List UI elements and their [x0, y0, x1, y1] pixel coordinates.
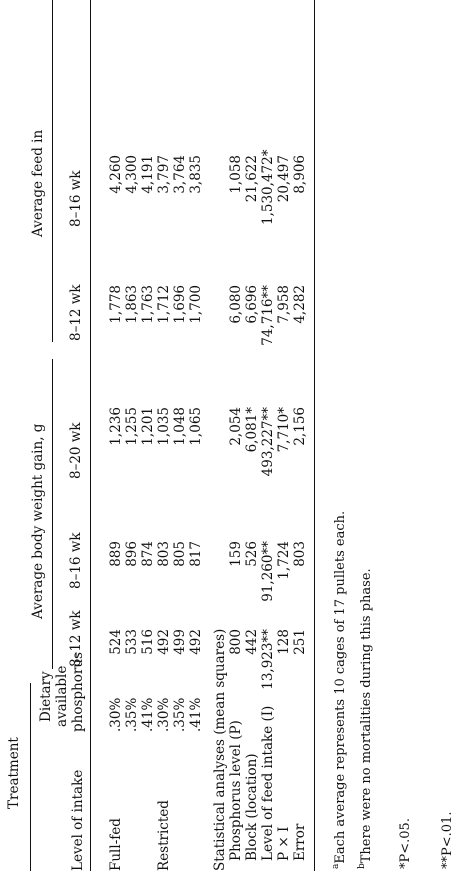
weight-8-20-cell: 2,156: [292, 407, 308, 446]
feed-intake-rule: [52, 0, 53, 342]
weight-8-12-cell: 251: [292, 629, 308, 655]
weight-8-12-cell: 442: [244, 629, 260, 655]
weight-8-12-cell: 492: [156, 629, 172, 655]
weight-8-16-cell: 896: [124, 541, 140, 567]
intake-cell: Restricted: [156, 800, 172, 871]
dietary-header-line3: phosphorus: [70, 652, 86, 732]
feed-8-12-cell: 4,282: [292, 285, 308, 324]
feed-8-12-cell: 74,716**: [260, 285, 276, 346]
feed-8-16-cell: 1,530,472*: [260, 149, 276, 225]
feed-8-16-cell: 3,764: [172, 155, 188, 194]
footnote-b-text: There were no mortalities during this phase.: [359, 568, 374, 864]
feed-8-16-cell: 4,260: [108, 155, 124, 194]
weight-8-12-cell: 499: [172, 629, 188, 655]
feed-8-12-cell: 6,696: [244, 285, 260, 324]
weight-8-12-cell: 524: [108, 629, 124, 655]
stats-heading: Statistical analyses (mean squares): [212, 628, 228, 871]
stats-label: Error: [292, 823, 308, 861]
weight-8-20-cell: 493,227**: [260, 407, 276, 477]
feed-8-16-cell: 4,300: [124, 155, 140, 194]
dietary-header-line2: available: [54, 665, 70, 727]
dietary-header-line1: Dietary: [38, 671, 54, 722]
header-bottom-rule: [90, 0, 91, 871]
weight-8-16-cell: 91,260**: [260, 541, 276, 602]
weight-8-16-cell: 803: [156, 541, 172, 567]
col-feed-8-16: 8–16 wk: [68, 170, 84, 227]
level-of-intake-header: Level of intake: [70, 769, 86, 871]
col-weight-8-16: 8–16 wk: [68, 532, 84, 589]
footnote-a-text: Each average represents 10 cages of 17 pullets each.: [333, 510, 348, 864]
footnote-a-mark: a: [331, 863, 341, 869]
footnote-p01: **P<.01.: [440, 811, 455, 869]
phosphorus-cell: .35%: [124, 697, 140, 732]
feed-8-16-cell: 1,058: [228, 155, 244, 194]
weight-8-20-cell: 1,048: [172, 407, 188, 446]
stats-label: Block (location): [244, 753, 260, 861]
feed-8-16-cell: 3,797: [156, 155, 172, 194]
treatment-header: Treatment: [6, 737, 22, 809]
feed-8-12-cell: 1,712: [156, 285, 172, 324]
weight-8-12-cell: 128: [276, 629, 292, 655]
feed-intake-group-header: Average feed in: [30, 129, 46, 237]
phosphorus-cell: .41%: [188, 697, 204, 732]
weight-8-20-cell: 1,201: [140, 407, 156, 446]
feed-8-12-cell: 1,863: [124, 285, 140, 324]
weight-8-16-cell: 803: [292, 541, 308, 567]
phosphorus-cell: .41%: [140, 697, 156, 732]
weight-8-12-cell: 13,923**: [260, 629, 276, 690]
feed-8-16-cell: 21,622: [244, 155, 260, 203]
weight-8-20-cell: 1,236: [108, 407, 124, 446]
feed-8-12-cell: 1,763: [140, 285, 156, 324]
footnote-p05: *P<.05.: [398, 818, 413, 869]
weight-8-16-cell: 526: [244, 541, 260, 567]
weight-8-12-cell: 516: [140, 629, 156, 655]
footnote-b: [354, 568, 375, 869]
weight-8-12-cell: 533: [124, 629, 140, 655]
weight-8-16-cell: 805: [172, 541, 188, 567]
footnote-a: [328, 511, 349, 869]
feed-8-16-cell: 8,906: [292, 155, 308, 194]
feed-8-16-cell: 3,835: [188, 155, 204, 194]
stats-label: Phosphorus level (P): [228, 720, 244, 861]
weight-8-16-cell: 817: [188, 541, 204, 567]
weight-8-16-cell: 874: [140, 541, 156, 567]
treatment-rule: [30, 683, 31, 871]
feed-8-12-cell: 1,700: [188, 285, 204, 324]
weight-8-12-cell: 492: [188, 629, 204, 655]
weight-8-16-cell: 159: [228, 541, 244, 567]
feed-8-16-cell: 4,191: [140, 155, 156, 194]
col-weight-8-12: 8–12 wk: [68, 610, 84, 667]
feed-8-12-cell: 7,958: [276, 285, 292, 324]
feed-8-16-cell: 20,497: [276, 155, 292, 203]
col-feed-8-12: 8–12 wk: [68, 284, 84, 341]
weight-8-12-cell: 800: [228, 629, 244, 655]
phosphorus-cell: .30%: [156, 697, 172, 732]
intake-cell: Full-fed: [108, 818, 124, 871]
col-weight-8-20: 8–20 wk: [68, 422, 84, 479]
weight-8-20-cell: 6,081*: [244, 407, 260, 453]
stats-label: P × I: [276, 826, 292, 861]
table-bottom-rule: [314, 0, 315, 871]
feed-8-12-cell: 6,080: [228, 285, 244, 324]
weight-8-20-cell: 7,710*: [276, 407, 292, 453]
weight-8-20-cell: 1,035: [156, 407, 172, 446]
weight-8-20-cell: 1,255: [124, 407, 140, 446]
phosphorus-cell: .30%: [108, 697, 124, 732]
weight-gain-group-header: Average body weight gain, g: [30, 423, 46, 619]
phosphorus-cell: .35%: [172, 697, 188, 732]
weight-8-20-cell: 1,065: [188, 407, 204, 446]
footnote-b-mark: b: [357, 863, 367, 869]
weight-8-16-cell: 1,724: [276, 541, 292, 580]
feed-8-12-cell: 1,696: [172, 285, 188, 324]
weight-8-20-cell: 2,054: [228, 407, 244, 446]
stats-label: Level of feed intake (I): [260, 705, 276, 861]
feed-8-12-cell: 1,778: [108, 285, 124, 324]
weight-8-16-cell: 889: [108, 541, 124, 567]
weight-gain-rule: [52, 359, 53, 669]
